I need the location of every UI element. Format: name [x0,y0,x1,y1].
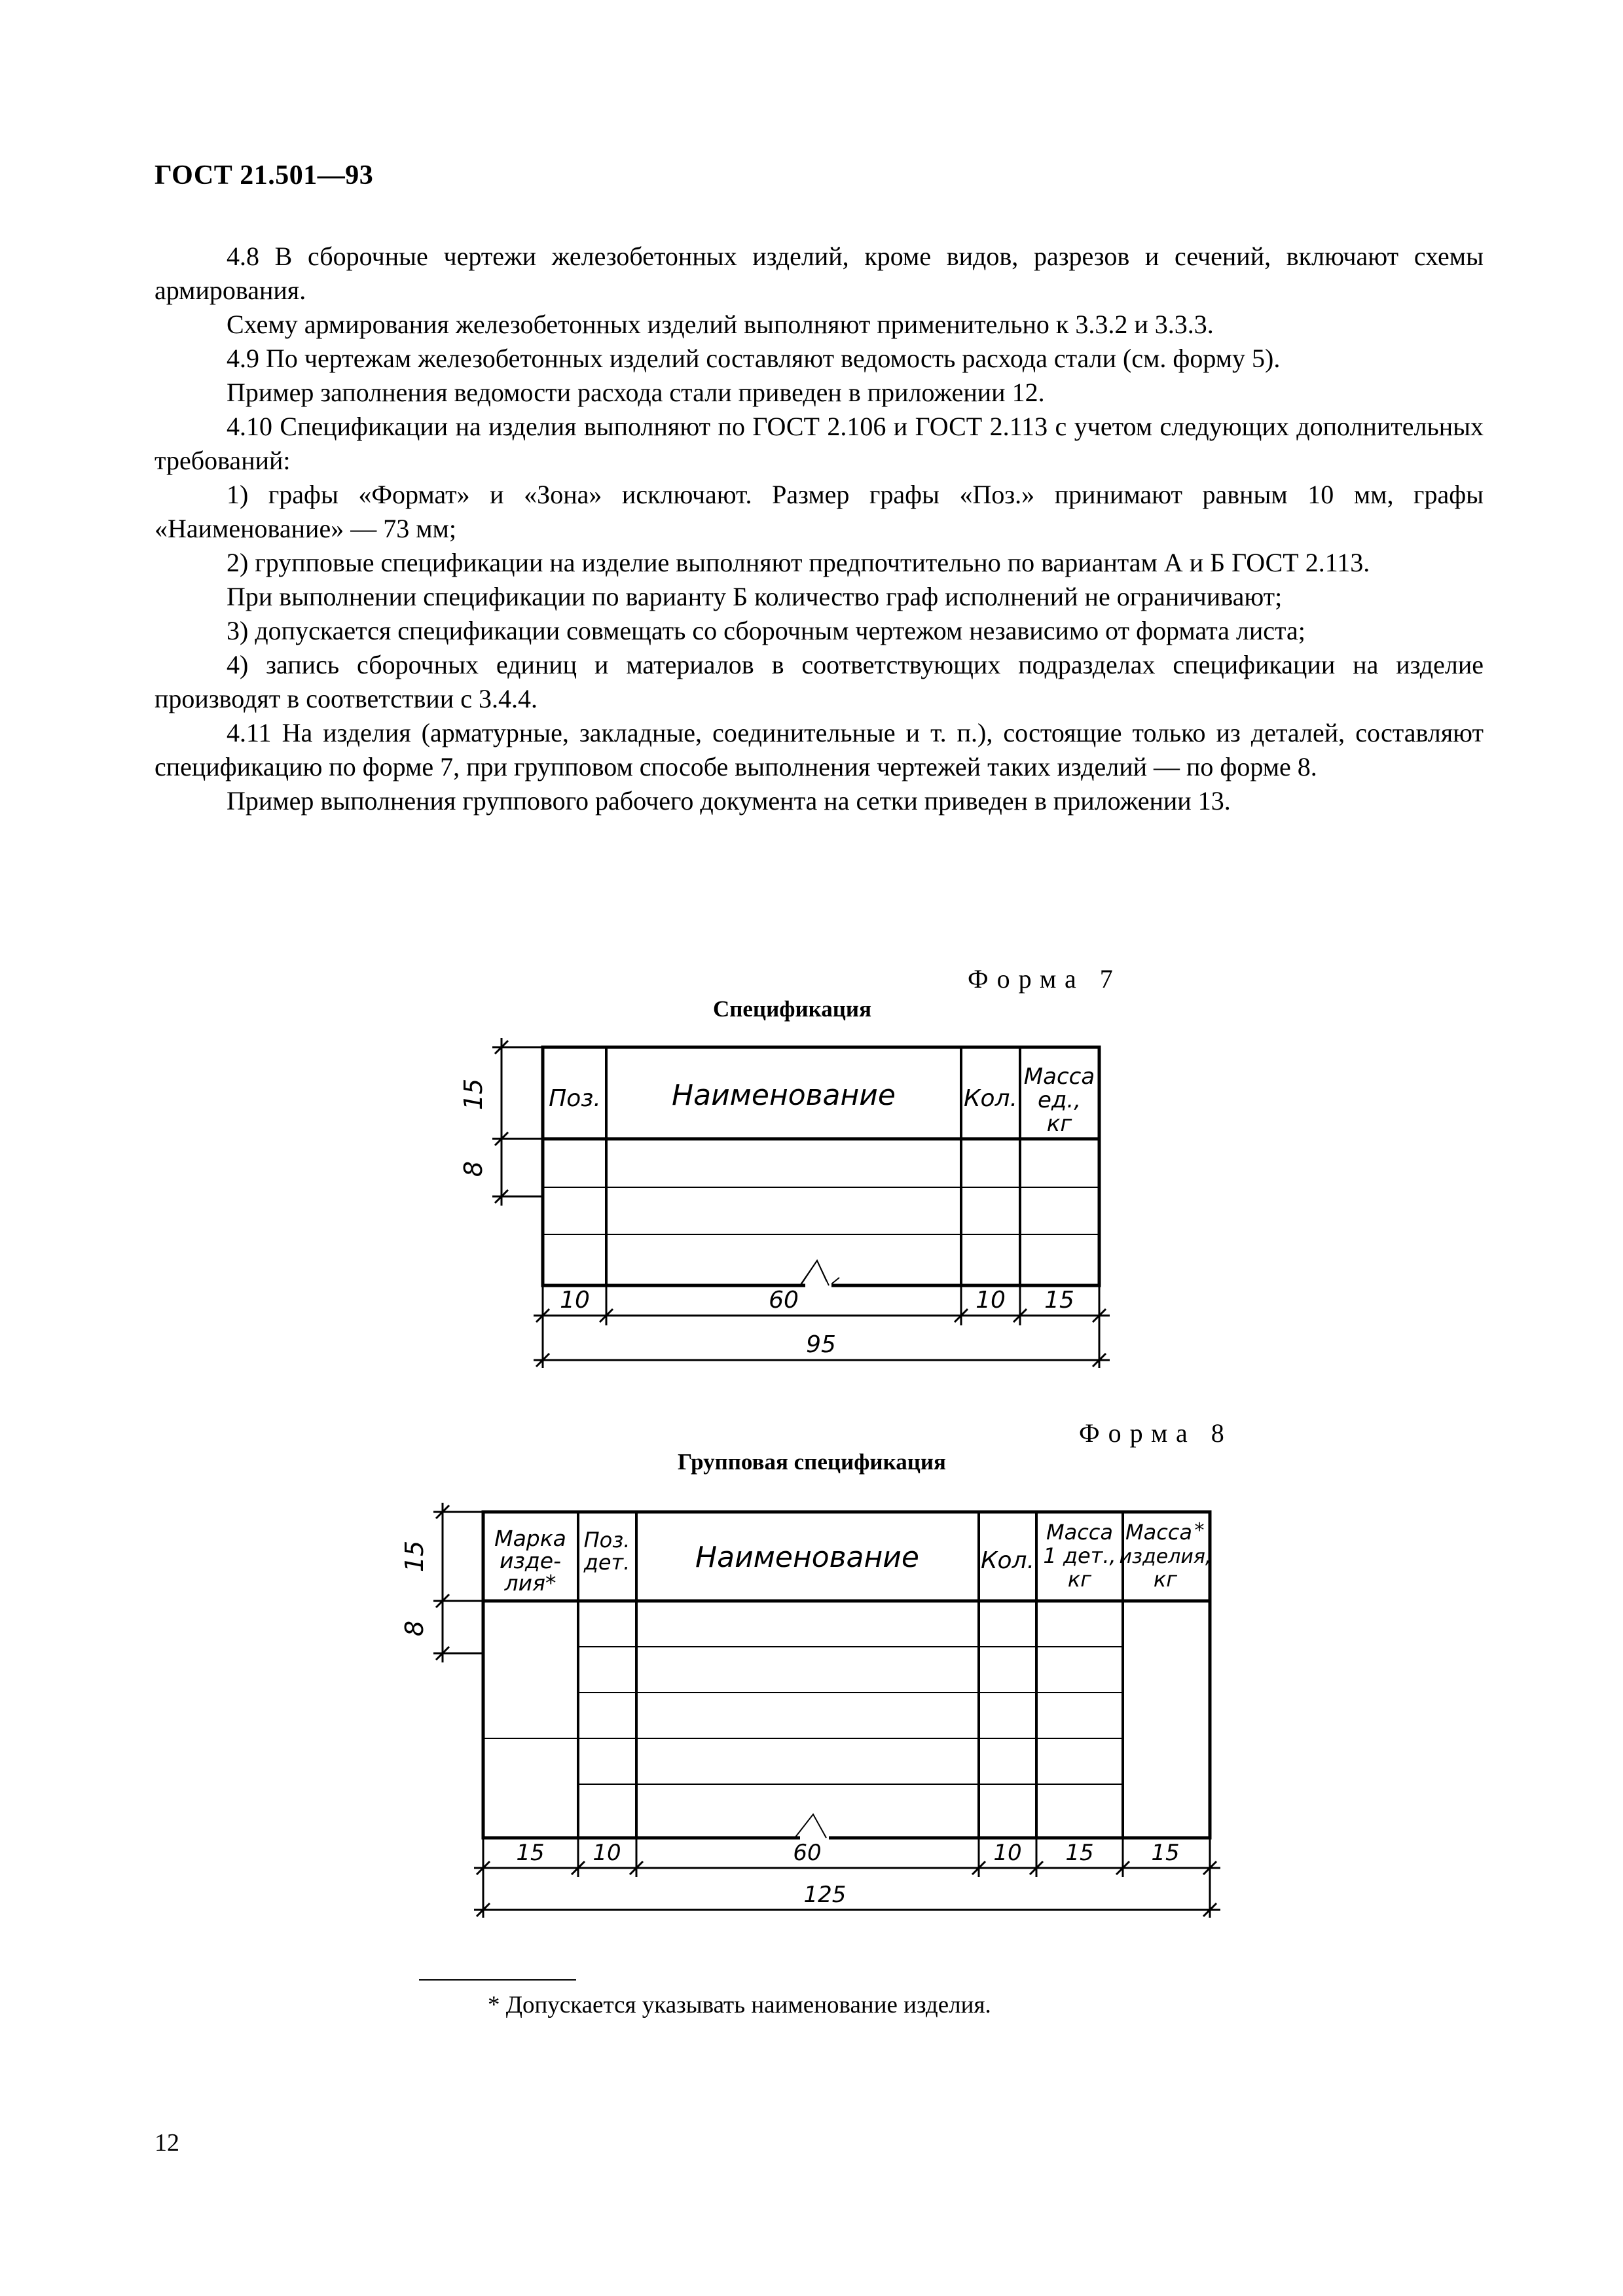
paragraph: 4.9 По чертежам железобетонных изделий составляют ведомость расхода стали (см. форму 5). [227,344,1281,373]
paragraph: При выполнении спецификации по варианту Б количество граф исполнений не ограничивают; [227,582,1283,611]
form-8-dim-name: 60 [793,1840,822,1866]
form-8-header-mark-line2: изде- [499,1548,562,1573]
footnote-divider [419,1979,576,1981]
form-8-header-qty: Кол. [980,1547,1035,1574]
paragraph: 4.11 На изделия (арматурные, закладные, соединительные и т. п.), состоящие только из деталей, составляют спецификацию по форме 7, при групповом способе выполнения чертежей таких изделий — по форме 8. [155,718,1484,781]
form-7-header-name: Наименование [672,1079,896,1112]
paragraph: 1) графы «Формат» и «Зона» исключают. Размер графы «Поз.» принимают равным 10 мм, графы «Наименование» — 73 мм; [155,480,1484,543]
form-8-drawing [399,1486,1250,1931]
form-8-dim-qty: 10 [993,1840,1022,1866]
form-7-drawing [458,1021,1152,1388]
body-text [155,240,1484,818]
paragraph: Схему армирования железобетонных изделий выполняют применительно к 3.3.2 и 3.3.3. [227,310,1214,339]
form-8-header-mass-item-line1: Масса [1125,1520,1193,1545]
form-7-dim-total: 95 [806,1331,836,1358]
paragraph: Пример выполнения группового рабочего документа на сетки приведен в приложении 13. [227,786,1231,816]
form-7-row-height-dim: 8 [459,1160,488,1177]
form-7-title: Спецификация [712,996,872,1022]
form-8-header-mass-item-star: * [1194,1519,1205,1542]
form-8-dim-total: 125 [803,1882,847,1908]
form-8-header-pos-line1: Поз. [583,1528,630,1552]
form-7-label: Форма 7 [968,964,1122,994]
form-8-dim-pos: 10 [593,1840,621,1866]
form-8-dim-mass-part: 15 [1065,1840,1094,1866]
paragraph: 3) допускается спецификации совмещать со сборочным чертежом независимо от формата листа; [227,616,1305,645]
paragraph: Пример заполнения ведомости расхода стали приведен в приложении 12. [227,378,1045,407]
paragraph: 4.10 Спецификации на изделия выполняют по ГОСТ 2.106 и ГОСТ 2.113 с учетом следующих дополнительных требований: [155,412,1484,475]
form-7-dim-name: 60 [769,1287,799,1314]
form-8-dim-mass-item: 15 [1151,1840,1180,1866]
form-8-header-mass-part-line2: 1 дет., [1043,1543,1116,1568]
page-number: 12 [155,2129,179,2157]
form-8-header-mark-line1: Марка [494,1526,566,1551]
document-code: ГОСТ 21.501—93 [155,160,374,190]
form-7-header-qty: Кол. [963,1085,1018,1112]
form-8-header-name: Наименование [695,1541,919,1574]
form-8-label: Форма 8 [1079,1418,1233,1448]
form-7-header-mass-line3: кг [1046,1111,1072,1137]
form-8-row-height-dim: 8 [400,1620,429,1637]
form-7-header-mass-line2: ед., [1037,1087,1082,1113]
form-8-header-mass-part-line3: кг [1067,1567,1092,1592]
form-7-dim-qty: 10 [976,1287,1006,1314]
form-8-header-mark-line3: лия* [504,1570,556,1596]
form-8-title: Групповая спецификация [678,1449,946,1475]
form-8-header-mass-part-line1: Масса [1046,1520,1114,1545]
form-7-dim-pos: 10 [560,1287,590,1314]
form-8-header-height-dim: 15 [400,1540,429,1573]
paragraph: 4) запись сборочных единиц и материалов в соответствующих подразделах спецификации на изделие производят в соответствии с 3.4.4. [155,650,1484,713]
form-8-header-pos-line2: дет. [583,1550,630,1575]
form-8-header-mass-item-line2: изделия, [1119,1545,1212,1568]
form-8-header-mass-item-line3: кг [1153,1567,1178,1592]
paragraph: 4.8 В сборочные чертежи железобетонных изделий, кроме видов, разрезов и сечений, включают схемы армирования. [155,242,1484,305]
form-7-dim-mass: 15 [1044,1287,1074,1314]
form-7-header-mass-line1: Масса [1023,1064,1095,1090]
paragraph: 2) групповые спецификации на изделие выполняют предпочтительно по вариантам А и Б ГОСТ 2.113. [227,548,1370,577]
form-7-header-height-dim: 15 [459,1078,488,1111]
footnote: * Допускается указывать наименование изделия. [488,1992,991,2018]
form-7-header-pos: Поз. [549,1085,601,1112]
form-8-dim-mark: 15 [516,1840,545,1866]
